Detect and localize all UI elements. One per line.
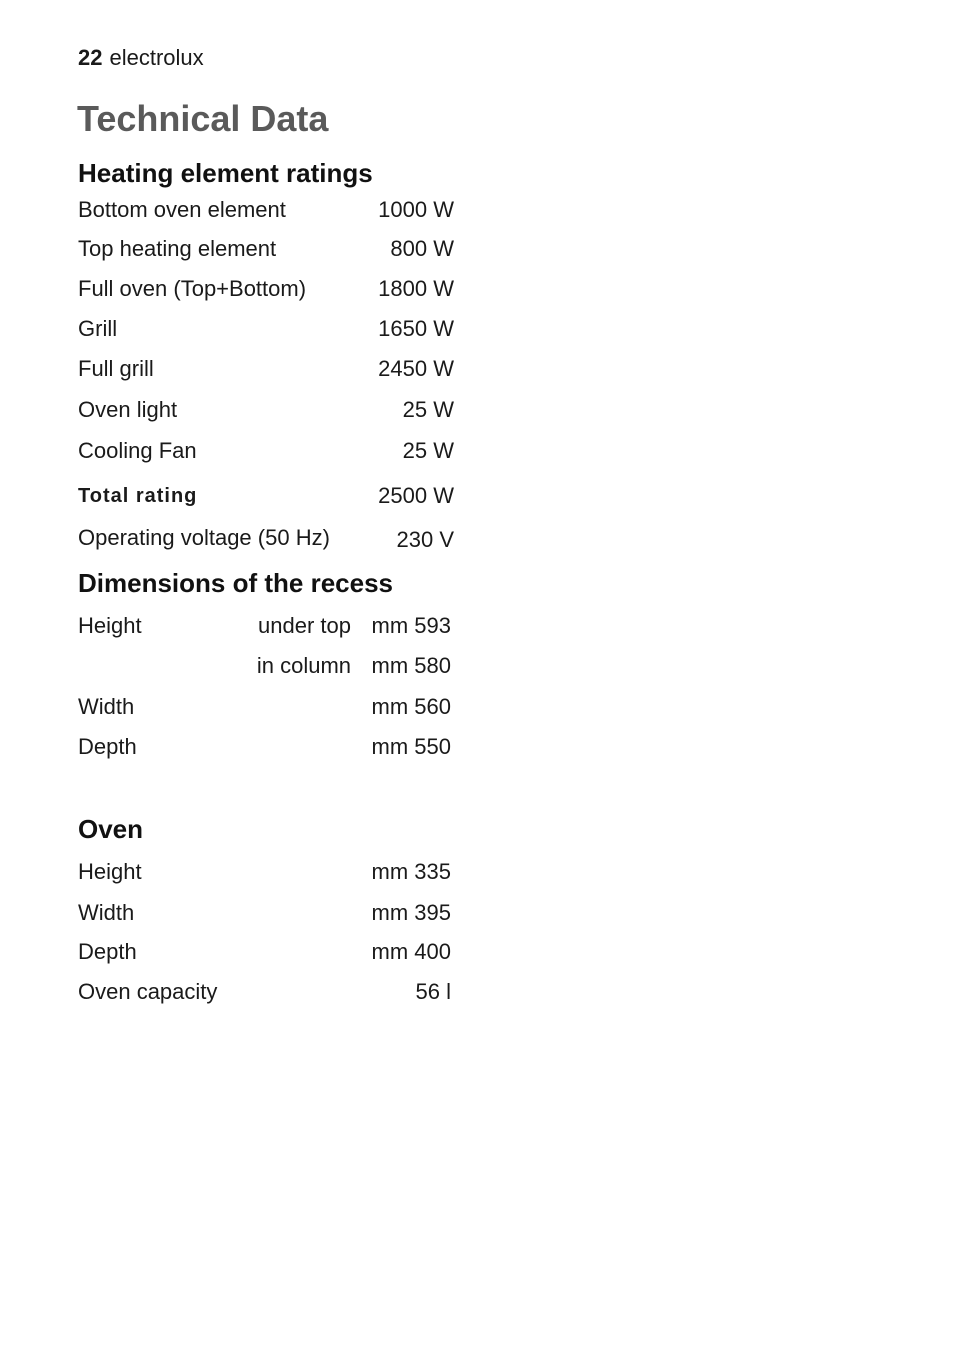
- row-value: mm 395: [371, 900, 451, 925]
- oven-row-width: [78, 898, 454, 928]
- recess-row-height-under-top: [78, 611, 454, 641]
- row-value: mm 550: [371, 734, 451, 759]
- heating-row-oven-light: [78, 395, 454, 425]
- row-value: mm 400: [371, 939, 451, 964]
- row-label: Grill: [78, 316, 118, 341]
- row-value: 56 l: [415, 979, 451, 1004]
- row-qualifier: in column: [256, 653, 351, 678]
- row-value: 800 W: [390, 236, 454, 261]
- row-value: 1000 W: [378, 197, 454, 222]
- oven-row-height: [78, 857, 454, 887]
- heating-row-operating-voltage: [78, 523, 454, 553]
- row-label: Depth: [78, 939, 137, 964]
- row-label: Width: [78, 900, 135, 925]
- heating-row-full-oven: [78, 274, 454, 304]
- oven-row-capacity: [78, 977, 454, 1007]
- row-value: mm 580: [371, 653, 451, 678]
- row-value: 25 W: [402, 438, 454, 463]
- recess-row-depth: [78, 732, 454, 762]
- page-number: 22: [78, 45, 103, 70]
- oven-row-depth: [78, 937, 454, 967]
- row-qualifier: under top: [258, 613, 351, 638]
- row-label: Full oven (Top+Bottom): [78, 276, 307, 301]
- row-label: Width: [78, 694, 135, 719]
- row-label: Bottom oven element: [78, 197, 286, 222]
- row-label: Depth: [78, 734, 137, 759]
- row-value: 230 V: [396, 527, 454, 552]
- row-value: 2450 W: [378, 356, 454, 381]
- heating-row-cooling-fan: [78, 436, 454, 466]
- page-header: [78, 44, 204, 72]
- row-value: mm 593: [371, 613, 451, 638]
- row-label: Cooling Fan: [78, 438, 197, 463]
- heating-row-bottom-oven: [78, 195, 454, 225]
- row-value: mm 335: [371, 859, 451, 884]
- row-label: Height: [78, 859, 142, 884]
- row-label: Oven capacity: [78, 979, 218, 1004]
- heating-row-top-heating: [78, 234, 454, 264]
- row-label: Operating voltage (50 Hz): [78, 525, 330, 550]
- row-label: Oven light: [78, 397, 178, 422]
- oven-section-heading: Oven: [78, 814, 144, 844]
- heating-row-total-rating: [78, 481, 454, 511]
- row-value: 25 W: [402, 397, 454, 422]
- row-label: Height: [78, 613, 142, 638]
- page-title: Technical Data: [77, 98, 329, 139]
- recess-row-width: [78, 692, 454, 722]
- recess-row-height-in-column: [78, 651, 454, 681]
- row-label: Total rating: [78, 485, 198, 507]
- row-value: 1650 W: [378, 316, 454, 341]
- recess-section-heading: Dimensions of the recess: [78, 568, 393, 598]
- heating-row-grill: [78, 314, 454, 344]
- row-value: 2500 W: [378, 483, 454, 508]
- row-value: mm 560: [371, 694, 451, 719]
- row-value: 1800 W: [378, 276, 454, 301]
- brand-name: electrolux: [109, 45, 204, 70]
- row-label: Top heating element: [78, 236, 277, 261]
- row-label: Full grill: [78, 356, 154, 381]
- heating-section-heading: Heating element ratings: [78, 158, 373, 188]
- heating-row-full-grill: [78, 354, 454, 384]
